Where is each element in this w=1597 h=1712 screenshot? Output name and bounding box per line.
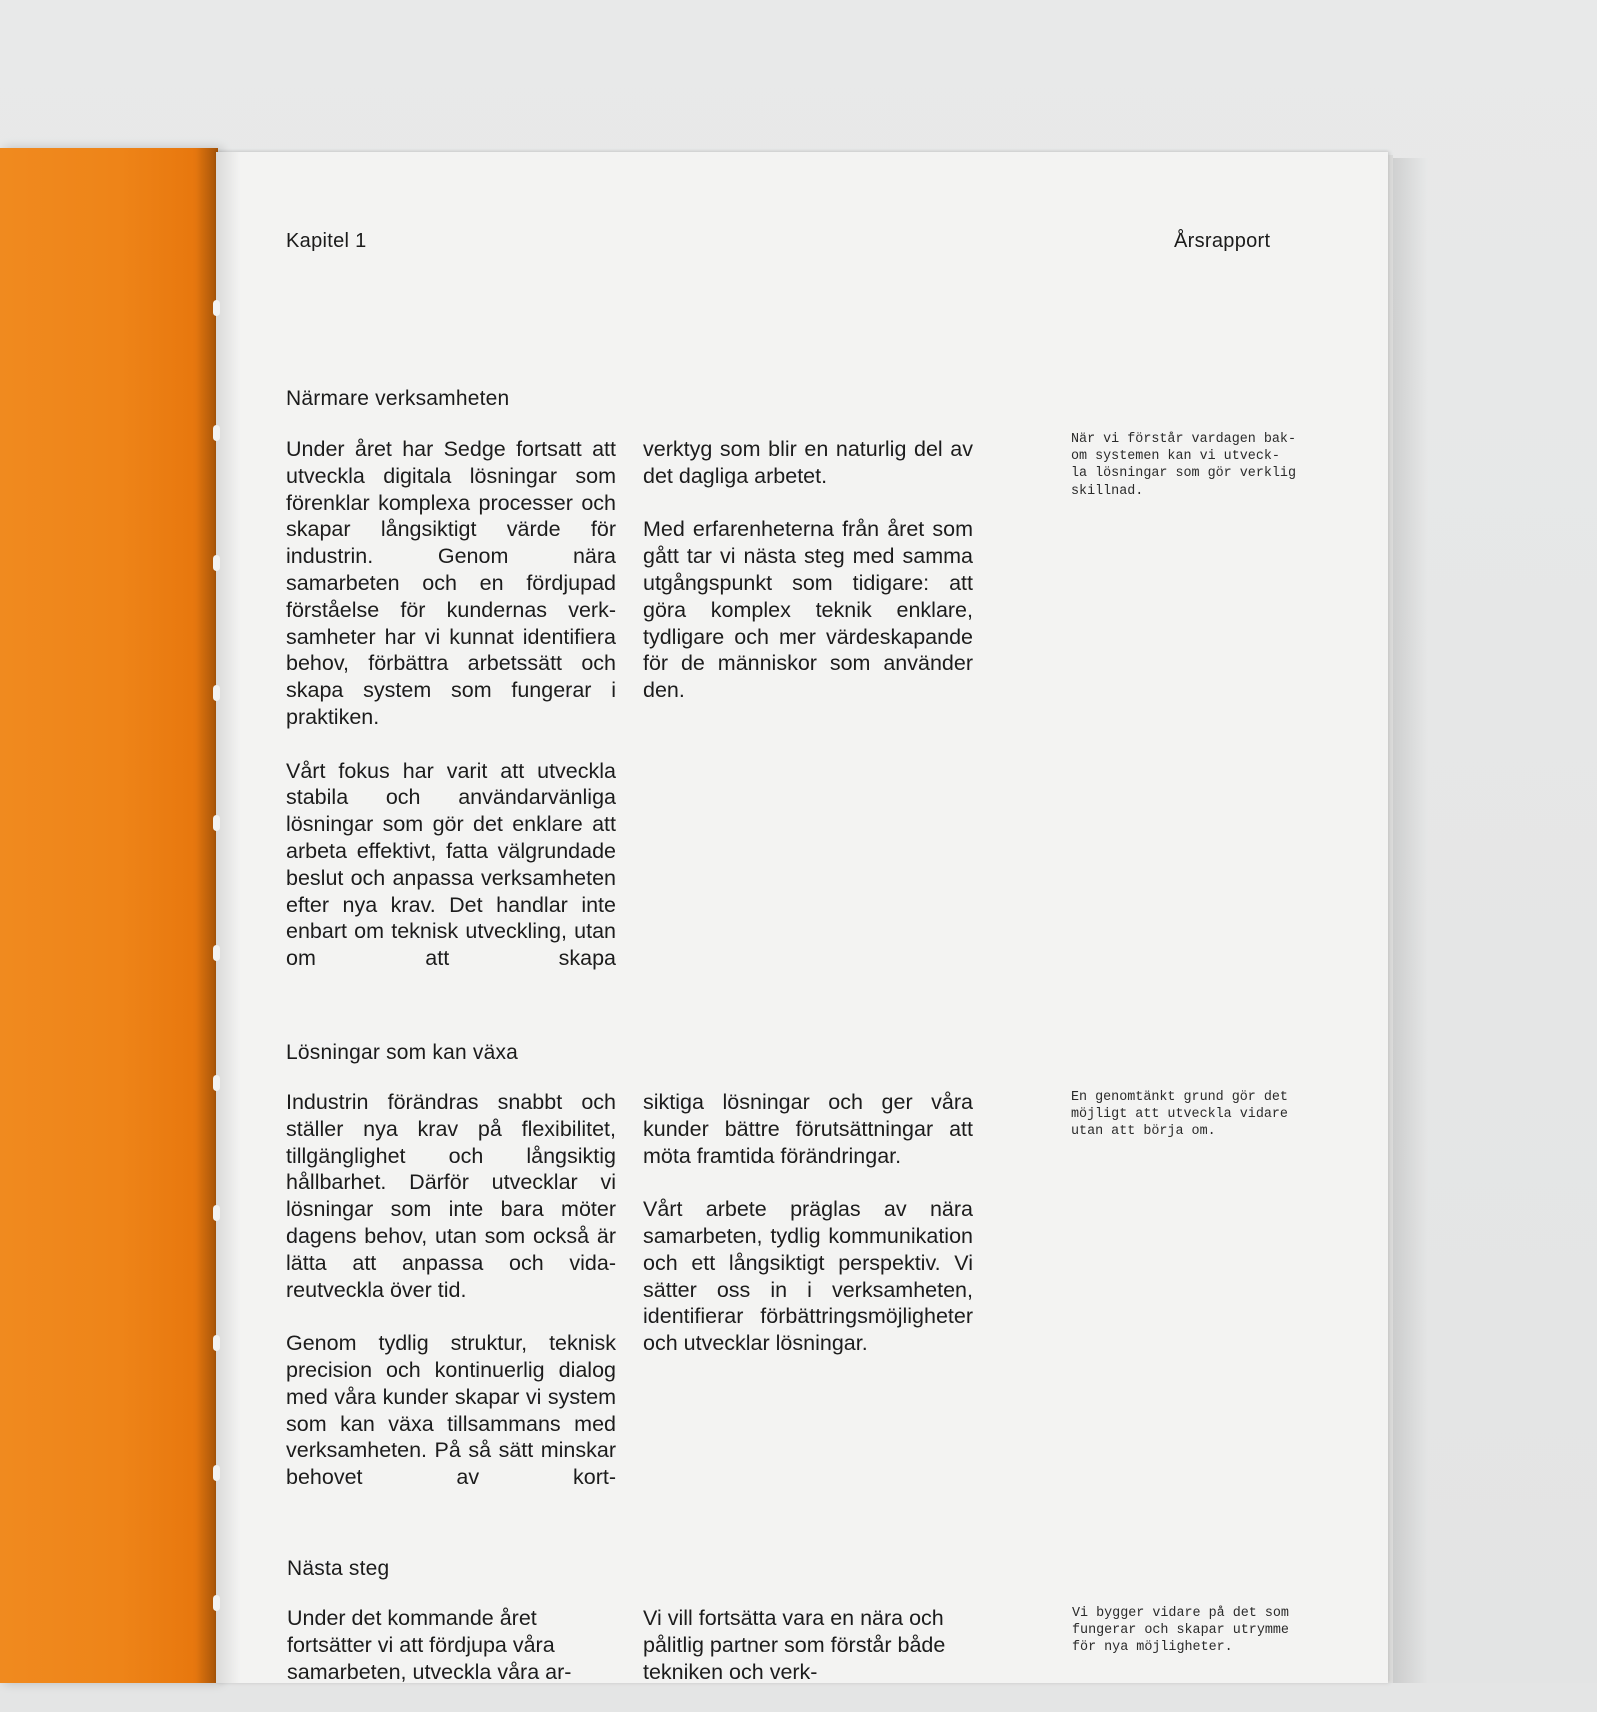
paragraph: siktiga lösningar och ger våra kunder bättre förutsättningar att möta framtida förändringar.	[643, 1090, 973, 1168]
section-heading: Nästa steg	[287, 1557, 390, 1580]
section-column-2	[643, 1089, 973, 1384]
page-shadow	[1388, 158, 1428, 1683]
paragraph: Vårt fokus har varit att utveckla stabila och användarvänliga lösningar som gör det enklare att arbeta effektivt, fatta välgrundade beslut och anpassa verksamheten efter nya krav. Det handlar inte enbart om teknisk utveckling, utan om att skapa	[286, 758, 616, 971]
section-heading: Lösningar som kan växa	[286, 1041, 519, 1064]
report-label: Årsrapport	[1174, 230, 1271, 252]
paragraph: Industrin förändras snabbt och ställer nya krav på flexibilitet, tillgänglighet och långsiktig hållbarhet. Därför utvecklar vi lösningar som inte bara möter dagens behov, utan som också är lätta att anpassa och vidareutveckla över tid.	[286, 1090, 616, 1302]
binding-stitch	[213, 685, 220, 701]
binding-stitch	[213, 815, 220, 831]
orange-cover	[0, 148, 218, 1683]
paragraph: verktyg som blir en naturlig del av det dagliga arbetet.	[643, 437, 973, 488]
binding-stitch	[213, 1075, 220, 1091]
cover-shadow	[196, 148, 218, 1683]
section-column-2	[643, 436, 973, 731]
section-column-2	[643, 1605, 973, 1712]
binding-stitch	[213, 1465, 220, 1481]
section-column-1	[287, 1605, 617, 1712]
paragraph: Vi vill fortsätta vara en nära och pålitlig partner som förstår både tekniken och verk-	[643, 1606, 946, 1684]
binding-stitch	[213, 1595, 220, 1611]
paragraph: Under året har Sedge fortsatt att utveckla digitala lösningar som förenklar komplexa processer och skapar långsiktigt värde för industrin. Genom nära samarbeten och en fördjupad förståelse för kundernas verksamheter har vi kunnat identifiera behov, förbättra arbetssätt och skapa system som fungerar i praktiken.	[286, 437, 616, 729]
section-column-1	[286, 1089, 616, 1518]
binding-stitch	[213, 555, 220, 571]
binding-stitch	[213, 425, 220, 441]
margin-note: Vi bygger vidare på det som fungerar och skapar utrymme för nya möjligheter.	[1072, 1606, 1289, 1656]
chapter-label: Kapitel 1	[286, 230, 367, 252]
binding-gutter	[216, 152, 240, 1683]
paragraph: Genom tydlig struktur, teknisk precision och kontinuerlig dialog med våra kunder skapar vi system som kan växa tillsammans med verksamheten. På så sätt minskar behovet av kort-	[286, 1331, 616, 1490]
section-column-1	[286, 436, 616, 999]
binding-stitch	[213, 945, 220, 961]
binding-stitch	[213, 300, 220, 316]
binding-stitch	[213, 1335, 220, 1351]
paragraph: Vårt arbete präglas av nära samarbeten, tydlig kommunikation och ett långsiktigt perspektiv. Vi sätter oss in i verksamheten, identifierar förbättringsmöjligheter och utvecklar lösningar.	[643, 1197, 973, 1356]
paragraph: Med erfarenheterna från året som gått tar vi nästa steg med samma utgångspunkt som tidigare: att göra komplex teknik enklare, tydligare och mer värdeskapande för de människor som använder den.	[643, 517, 973, 703]
margin-note: En genomtänkt grund gör det möjligt att utveckla vidare utan att börja om.	[1071, 1090, 1288, 1140]
paragraph: Under det kommande året fortsätter vi att fördjupa våra samarbeten, utveckla våra ar-	[287, 1606, 572, 1684]
margin-note: När vi förstår vardagen bak- om systemen kan vi utveck- la lösningar som gör verklig skillnad.	[1071, 432, 1296, 499]
section-heading: Närmare verksamheten	[286, 387, 510, 410]
binding-stitch	[213, 1205, 220, 1221]
